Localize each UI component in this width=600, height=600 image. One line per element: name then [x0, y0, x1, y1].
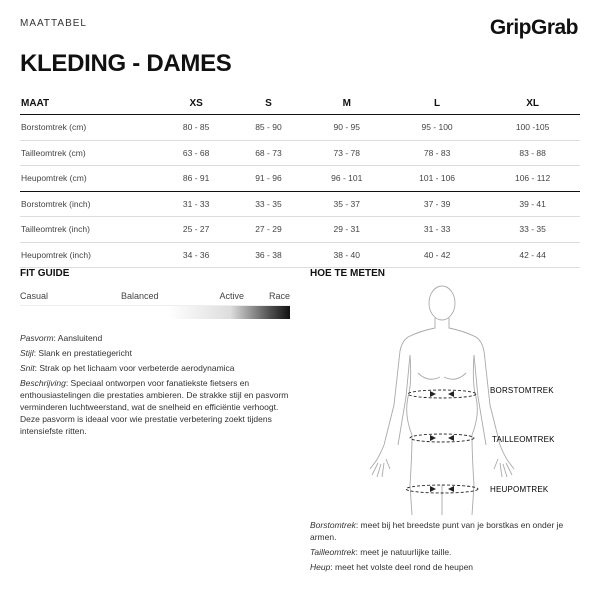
snit-key: Snit	[20, 363, 35, 373]
table-cell: 35 - 37	[305, 191, 389, 217]
table-cell: 83 - 88	[485, 140, 580, 166]
borst-note	[310, 519, 590, 543]
body-outline	[370, 286, 514, 515]
table-cell: 29 - 31	[305, 217, 389, 243]
table-cell: 80 - 85	[160, 115, 232, 141]
table-cell: 42 - 44	[485, 242, 580, 268]
fit-guide-heading: FIT GUIDE	[20, 268, 70, 279]
measure-lines	[406, 390, 478, 493]
table-cell: 27 - 29	[232, 217, 304, 243]
beschrijving-value: : Speciaal ontworpen voor fanatiekste fietsers en enthousiastelingen die prestaties ambieren. De strakke stijl en pasvorm verminderen luchtweerstand, wat de snelheid en efficiëntie verhoogt. Deze pasvorm is ideaal voor wie prestatie verbetering zoekt tijdens intensiefste ritten.	[20, 378, 289, 436]
size-table	[20, 92, 580, 268]
row-label: Heupomtrek (inch)	[20, 242, 160, 268]
table-cell: 36 - 38	[232, 242, 304, 268]
pasvorm-line	[20, 332, 290, 344]
page-kicker: MAATTABEL	[20, 18, 87, 29]
snit-line	[20, 362, 290, 374]
body-silhouette-figure	[340, 285, 580, 515]
table-row	[20, 140, 580, 166]
column-header: XL	[485, 92, 580, 115]
beschrijving-key: Beschrijving	[20, 378, 66, 388]
fit-description	[20, 332, 290, 440]
table-cell: 40 - 42	[389, 242, 485, 268]
beschrijving-line	[20, 377, 290, 437]
table-cell: 100 -105	[485, 115, 580, 141]
taille-key: Tailleomtrek	[310, 547, 356, 557]
table-cell: 86 - 91	[160, 166, 232, 192]
table-cell: 95 - 100	[389, 115, 485, 141]
table-cell: 63 - 68	[160, 140, 232, 166]
table-row	[20, 115, 580, 141]
heup-key: Heup	[310, 562, 331, 572]
measure-notes	[310, 519, 590, 576]
table-cell: 90 - 95	[305, 115, 389, 141]
table-row	[20, 242, 580, 268]
column-header: S	[232, 92, 304, 115]
fit-scale-label: Casual	[20, 291, 49, 301]
table-cell: 68 - 73	[232, 140, 304, 166]
stijl-key: Stijl	[20, 348, 34, 358]
fit-scale-label: Balanced	[120, 291, 159, 301]
fit-scale-label: Active	[219, 291, 244, 301]
table-cell: 33 - 35	[485, 217, 580, 243]
table-row	[20, 166, 580, 192]
label-heupomtrek: HEUPOMTREK	[490, 485, 549, 494]
row-label: Tailleomtrek (inch)	[20, 217, 160, 243]
column-header: L	[389, 92, 485, 115]
table-cell: 39 - 41	[485, 191, 580, 217]
taille-value: : meet je natuurlijke taille.	[355, 547, 452, 557]
heup-note	[310, 561, 590, 573]
borst-value: : meet bij het breedste punt van je borstkas en onder je armen.	[310, 520, 564, 542]
fit-scale-labels	[20, 291, 290, 301]
table-cell: 31 - 33	[389, 217, 485, 243]
page-title: KLEDING - DAMES	[20, 50, 232, 77]
fit-gradient-bar	[20, 305, 290, 319]
measure-heading: HOE TE METEN	[310, 268, 386, 279]
table-cell: 34 - 36	[160, 242, 232, 268]
row-label: Tailleomtrek (cm)	[20, 140, 160, 166]
size-table-header	[20, 92, 580, 115]
row-label: Heupomtrek (cm)	[20, 166, 160, 192]
taille-note	[310, 546, 590, 558]
table-cell: 85 - 90	[232, 115, 304, 141]
column-header: XS	[160, 92, 232, 115]
row-label: Borstomtrek (cm)	[20, 115, 160, 141]
table-cell: 37 - 39	[389, 191, 485, 217]
label-borstomtrek: BORSTOMTREK	[490, 386, 554, 395]
stijl-line	[20, 347, 290, 359]
pasvorm-key: Pasvorm	[20, 333, 54, 343]
table-cell: 73 - 78	[305, 140, 389, 166]
table-cell: 78 - 83	[389, 140, 485, 166]
column-header: MAAT	[20, 92, 160, 115]
column-header: M	[305, 92, 389, 115]
table-cell: 38 - 40	[305, 242, 389, 268]
fit-scale-label: Race	[268, 291, 290, 301]
row-label: Borstomtrek (inch)	[20, 191, 160, 217]
table-cell: 96 - 101	[305, 166, 389, 192]
snit-value: : Strak op het lichaam voor verbeterde aerodynamica	[34, 363, 235, 373]
table-row	[20, 191, 580, 217]
table-cell: 106 - 112	[485, 166, 580, 192]
table-cell: 31 - 33	[160, 191, 232, 217]
table-cell: 33 - 35	[232, 191, 304, 217]
table-cell: 101 - 106	[389, 166, 485, 192]
brand-logo: GripGrab	[489, 16, 578, 39]
stijl-value: : Slank en prestatiegericht	[33, 348, 132, 358]
pasvorm-value: : Aansluitend	[53, 333, 103, 343]
borst-key: Borstomtrek	[310, 520, 356, 530]
table-cell: 25 - 27	[160, 217, 232, 243]
table-cell: 91 - 96	[232, 166, 304, 192]
table-row	[20, 217, 580, 243]
heup-value: : meet het volste deel rond de heupen	[330, 562, 474, 572]
label-tailleomtrek: TAILLEOMTREK	[492, 435, 555, 444]
